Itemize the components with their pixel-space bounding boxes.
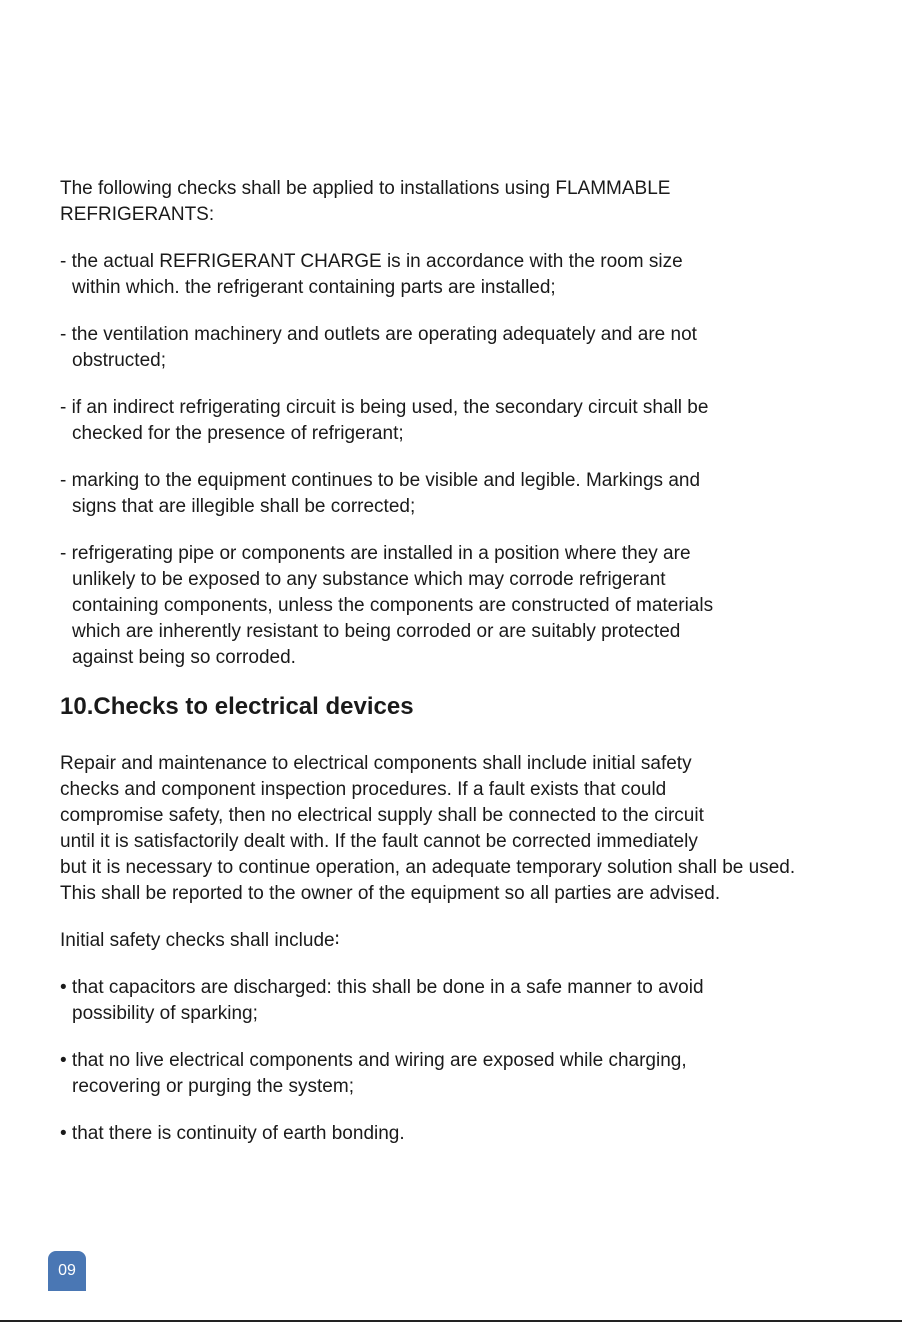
initial-checks-label: Initial safety checks shall include∶ [60,930,340,951]
intro-line-1: The following checks shall be applied to installations using FLAMMABLE [60,178,671,199]
bullet-item: • that capacitors are discharged: this shall be done in a safe manner to avoid possibility of sparking; [60,977,704,1024]
page-number-badge: 09 [48,1251,86,1291]
electrical-checks-section [60,751,880,1147]
flammable-checks-section [60,176,860,671]
bullet-item: • that there is continuity of earth bonding. [60,1123,405,1144]
check-item: - refrigerating pipe or components are installed in a position where they are unlikely to be exposed to any substance which may corrode refrigerant containing components, unless the components are constructed of materials which are inherently resistant to being corroded or are suitably protected against being so corroded. [60,543,714,668]
section-heading: 10.Checks to electrical devices [60,693,414,720]
check-item: - the ventilation machinery and outlets are operating adequately and are not obstructed; [60,324,697,371]
check-item: - the actual REFRIGERANT CHARGE is in accordance with the room size within which. the refrigerant containing parts are installed; [60,251,683,298]
check-item: - if an indirect refrigerating circuit is being used, the secondary circuit shall be checked for the presence of refrigerant; [60,397,709,444]
body-paragraph: Repair and maintenance to electrical components shall include initial safety checks and component inspection procedures. If a fault exists that could compromise safety, then no electrical supply shall be connected to the circuit until it is satisfactorily dealt with. If the fault cannot be corrected immediately but it is necessary to continue operation, an adequate temporary solution shall be used. This shall be reported to the owner of the equipment so all parties are advised. [60,753,796,904]
bullet-item: • that no live electrical components and wiring are exposed while charging, recovering or purging the system; [60,1050,687,1097]
intro-line-2: REFRIGERANTS: [60,204,215,225]
check-item: - marking to the equipment continues to be visible and legible. Markings and signs that are illegible shall be corrected; [60,470,701,517]
bottom-divider [0,1320,902,1322]
